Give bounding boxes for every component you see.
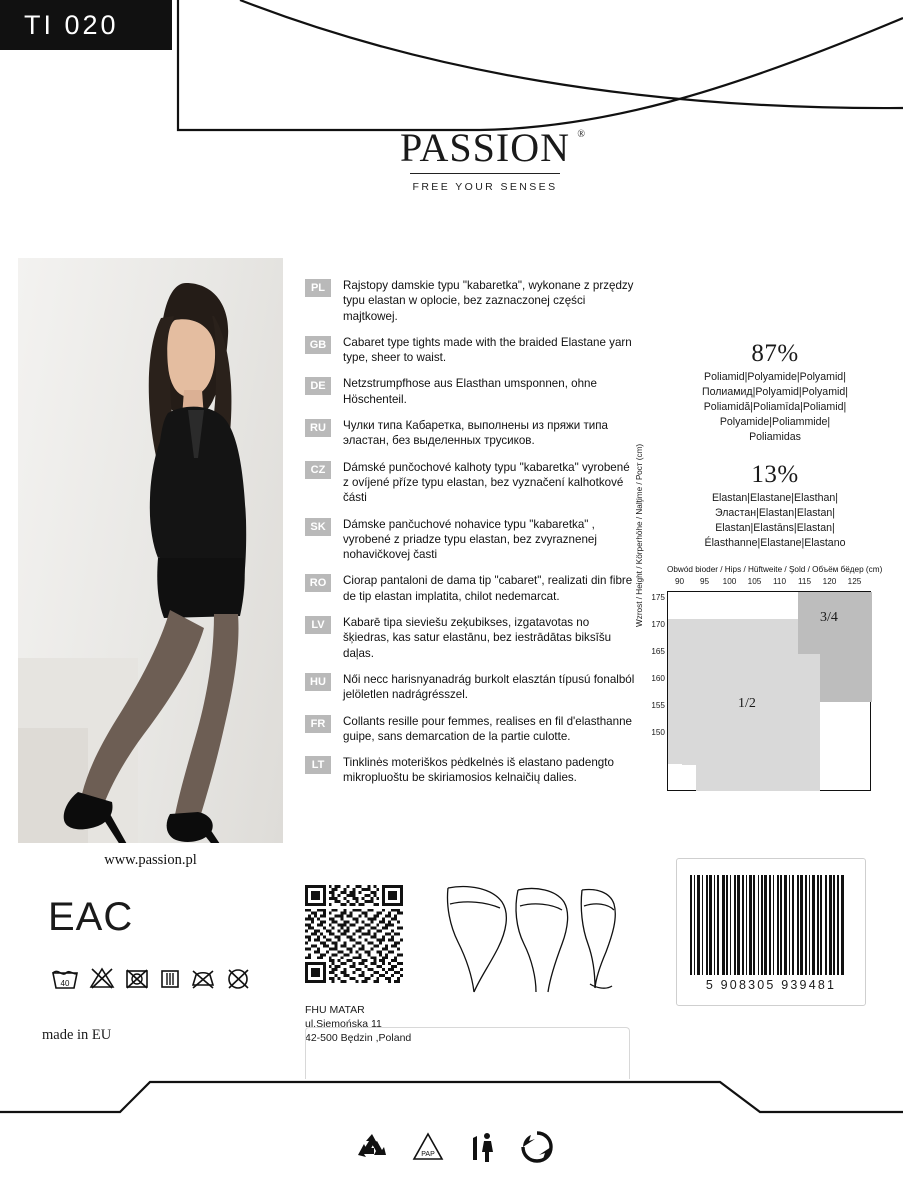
barcode-number: 5 908305 939481 xyxy=(705,978,837,992)
language-badge: RU xyxy=(305,419,331,437)
description-text: Dámské punčochové kalhoty typu "kabaretka" vyrobené z ovíjené příze typu elastan, bez vyznačení kalhotkové části xyxy=(343,460,630,505)
composition-name-line: Elastan|Elastane|Elasthan| xyxy=(711,492,839,505)
size-label-half: 1/2 xyxy=(738,696,756,711)
composition-name-line: Polyamide|Poliammide| xyxy=(719,416,831,429)
eac-mark: EAC xyxy=(48,895,134,939)
recycle-icon xyxy=(355,1131,389,1163)
manufacturer-street: ul.Siemońska 11 xyxy=(305,1018,382,1031)
description-row xyxy=(305,672,635,703)
description-row xyxy=(305,460,635,506)
x-tick: 125 xyxy=(847,577,862,586)
size-chart-x-ticks xyxy=(667,577,879,586)
description-row xyxy=(305,278,635,324)
no-iron-icon xyxy=(190,965,216,991)
x-tick: 110 xyxy=(772,577,787,586)
size-chart-x-label: Obwód bioder / Hips / Hüftweite / Şold / Объём бёдер (cm) xyxy=(667,565,883,574)
qr-code xyxy=(305,885,403,983)
green-dot-icon xyxy=(521,1131,553,1163)
wash-40-icon xyxy=(50,965,80,991)
no-tumble-dry-icon xyxy=(124,965,150,991)
size-chart-y-ticks xyxy=(639,593,665,755)
language-badge: HU xyxy=(305,673,331,691)
pap-recycle-icon xyxy=(411,1130,445,1164)
composition-block xyxy=(665,340,885,551)
y-tick: 165 xyxy=(651,647,665,656)
model-silhouette xyxy=(18,258,283,843)
composition-group-2 xyxy=(665,461,885,551)
composition-name-line: Полиамид|Polyamid|Polyamid| xyxy=(701,386,849,399)
size-region-threequarter-b xyxy=(820,592,872,702)
description-row xyxy=(305,573,635,604)
x-tick: 100 xyxy=(722,577,737,586)
x-tick: 90 xyxy=(674,577,685,586)
description-text: Dámske pančuchové nohavice typu "kabaretka" , vyrobené z priadze typu elastan, bez zvyraznenej nohavičkovej časti xyxy=(343,517,597,562)
size-label-threequarter: 3/4 xyxy=(820,610,838,625)
x-tick: 115 xyxy=(797,577,812,586)
composition-names xyxy=(665,370,885,445)
language-badge: CZ xyxy=(305,461,331,479)
description-row xyxy=(305,517,635,563)
description-text: Collants resille pour femmes, realises en fil d'elasthanne guipe, sans demarcation de la partie culotte. xyxy=(343,714,632,743)
x-tick: 95 xyxy=(699,577,710,586)
pap-label: PAP xyxy=(421,1151,435,1158)
y-tick: 160 xyxy=(651,674,665,683)
composition-name-line: Elastan|Elastāns|Elastan| xyxy=(715,522,835,535)
description-text: Чулки типа Кабаретка, выполнены из пряжи типа эластан, без выделенных трусиков. xyxy=(343,419,608,448)
language-badge: PL xyxy=(305,279,331,297)
description-text: Tinklinės moteriškos pėdkelnės iš elastano padengto mikropluoštu be skiriamosios kelnaičių dalies. xyxy=(343,756,614,785)
description-text: Cabaret type tights made with the braided Elastane yarn type, sheer to waist. xyxy=(343,335,632,365)
composition-percent: 13% xyxy=(751,461,799,489)
composition-name-line: Élasthanne|Elastane|Elastano xyxy=(704,537,846,550)
y-tick: 175 xyxy=(651,593,665,602)
composition-name-line: Poliamidă|Poliamīda|Poliamid| xyxy=(703,401,847,414)
size-region-half-d xyxy=(696,764,820,791)
website-url: www.passion.pl xyxy=(104,852,197,868)
manufacturer-name: FHU MATAR xyxy=(305,1004,365,1016)
product-code-tab xyxy=(0,0,172,50)
care-instructions-row xyxy=(50,965,251,991)
x-tick: 105 xyxy=(747,577,762,586)
description-list xyxy=(305,278,635,797)
description-row xyxy=(305,755,635,786)
description-text: Kabarē tipa sieviešu zeķubikses, izgatavotas no šķiedras, kas satur elastānu, bez iestrādātas biksīšu daļas. xyxy=(343,616,612,660)
svg-text:40: 40 xyxy=(60,979,70,988)
measurement-figure-icon xyxy=(440,880,625,995)
language-badge: SK xyxy=(305,518,331,536)
size-region-half-c xyxy=(682,737,820,765)
language-badge: GB xyxy=(305,336,331,354)
brand-name: PASSION xyxy=(399,125,571,170)
description-text: Ciorap pantaloni de dama tip "cabaret", realizati din fibre de tip elastan implatita, chilot nedemarcat. xyxy=(343,574,633,603)
description-row xyxy=(305,714,635,745)
description-row xyxy=(305,376,635,407)
description-row xyxy=(305,335,635,366)
composition-name-line: Poliamid|Polyamide|Polyamid| xyxy=(704,371,846,383)
description-text: Rajstopy damskie typu "kabaretka", wykonane z przędzy typu elastan w oplocie, bez zaznaczonej części majtkowej. xyxy=(343,279,634,323)
description-text: Női necc harisnyanadrág burkolt elasztán típusú fonalból jelöletlen nadrágrésszel. xyxy=(343,672,635,702)
no-dryclean-icon xyxy=(225,965,251,991)
drip-dry-icon xyxy=(159,965,181,991)
description-text: Netzstrumpfhose aus Elasthan umsponnen, ohne Höschenteil. xyxy=(343,377,597,406)
size-chart-plot xyxy=(667,591,871,791)
y-tick: 170 xyxy=(651,620,665,629)
barcode xyxy=(690,875,852,975)
language-badge: FR xyxy=(305,715,331,733)
no-bleach-icon xyxy=(89,965,115,991)
y-tick: 155 xyxy=(651,701,665,710)
manufacturer-city: 42-500 Będzin ,Poland xyxy=(305,1032,412,1045)
composition-name-line: Эластан|Elastan|Elastan| xyxy=(714,507,836,520)
y-tick: 150 xyxy=(651,728,665,737)
language-badge: LV xyxy=(305,616,331,634)
brand-registered-icon: ® xyxy=(577,129,587,140)
product-photo xyxy=(18,258,283,843)
made-in-label: made in EU xyxy=(42,1027,112,1043)
footer-icon-row xyxy=(355,1130,553,1164)
composition-group-1 xyxy=(665,340,885,445)
brand-tagline: FREE YOUR SENSES xyxy=(412,181,558,193)
language-badge: DE xyxy=(305,377,331,395)
size-chart-y-label: Wzrost / Height / Körperhöhe / Nalţime / Рост (cm) xyxy=(635,443,644,627)
x-tick: 120 xyxy=(822,577,837,586)
brand-divider xyxy=(410,173,560,174)
description-row xyxy=(305,418,635,449)
product-code: TI 020 xyxy=(24,9,119,40)
keep-clean-bin-icon xyxy=(467,1130,499,1164)
brand-name-wrap xyxy=(399,125,587,170)
bottom-placeholder-box xyxy=(305,1027,630,1079)
composition-names xyxy=(665,491,885,551)
brand-logo xyxy=(370,125,600,193)
description-row xyxy=(305,615,635,661)
language-badge: RO xyxy=(305,574,331,592)
composition-name-line: Poliamidas xyxy=(749,431,801,444)
composition-percent: 87% xyxy=(751,340,799,367)
language-badge: LT xyxy=(305,756,331,774)
